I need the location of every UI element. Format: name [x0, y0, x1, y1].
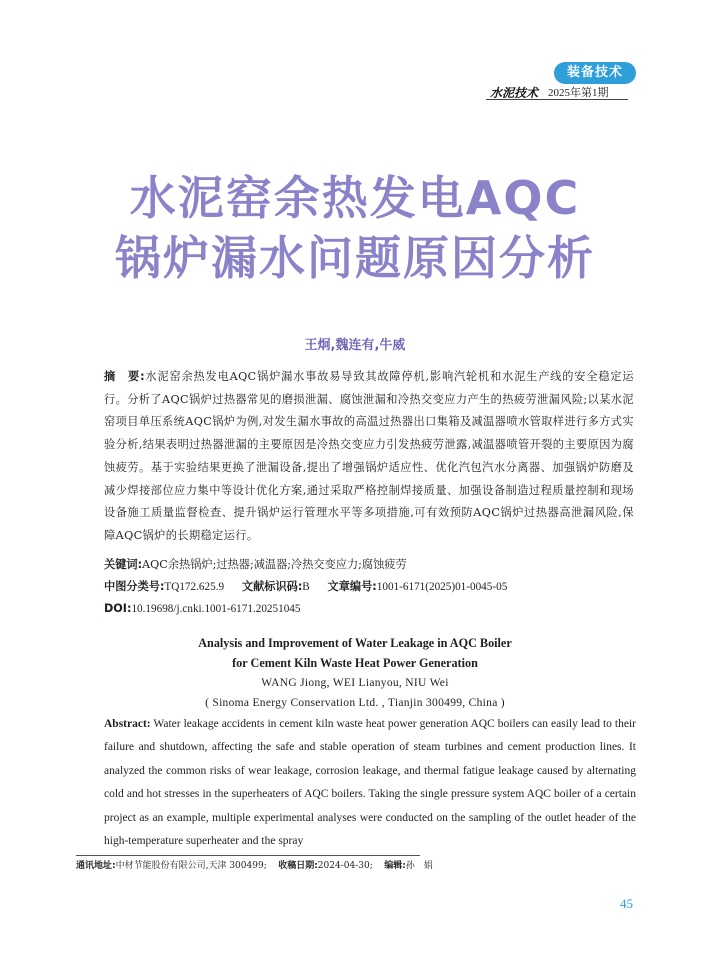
address-label: 通讯地址:: [76, 861, 116, 871]
doc-code-value: B: [302, 581, 310, 593]
title-zh-line2: 锅炉漏水问题原因分析: [115, 231, 595, 285]
article-number-value: 1001-6171(2025)01-0045-05: [376, 581, 508, 593]
title-zh-line1: 水泥窑余热发电AQC: [129, 171, 581, 225]
footnote-rule: [76, 855, 420, 856]
keywords: [104, 555, 644, 575]
footnote: [76, 859, 636, 873]
address-value: 中材节能股份有限公司,天津 300499;: [115, 861, 267, 871]
clc-label: 中图分类号:: [104, 580, 165, 593]
received-label: 收稿日期:: [278, 861, 318, 871]
en-title-line2: for Cement Kiln Waste Heat Power Generation: [232, 656, 478, 670]
abstract-zh: [104, 366, 634, 548]
received-value: 2024-04-30;: [317, 861, 373, 871]
editor-label: 编辑:: [384, 861, 406, 871]
article-number-label: 文章编号:: [327, 580, 377, 593]
page-number: 45: [620, 896, 633, 911]
authors-zh: 王炯,魏连有,牛威: [304, 338, 406, 353]
doi-line: [104, 599, 644, 619]
abstract-zh-label: 摘 要:: [104, 370, 145, 383]
abstract-zh-text: 水泥窑余热发电AQC锅炉漏水事故易导致其故障停机,影响汽轮机和水泥生产线的安全稳定运行。分析了AQC锅炉过热器常见的磨损泄漏、腐蚀泄漏和冷热交变应力产生的热疲劳泄漏风险;以某水泥窑项目单压系统AQC锅炉为例,对发生漏水事故的高温过热器出口集箱及减温器喷水管取样进行多方式实验分析,结果表明过热器泄漏的主要原因是冷热交变应力引发热疲劳泄露,减温器喷管开裂的主要原因为腐蚀疲劳。基于实验结果更换了泄漏设备,提出了增强锅炉适应性、优化汽包汽水分离器、加强锅炉防磨及减少焊接部位应力集中等设计优化方案,通过采取严格控制焊接质量、加强设备制造过程质量控制和现场设备施工质量监督检查、提升锅炉运行管理水平等多项措施,可有效预防AQC锅炉过热器高泄漏风险,保障AQC锅炉的长期稳定运行。: [104, 370, 634, 542]
keywords-text: AQC余热锅炉;过热器;减温器;冷热交变应力;腐蚀疲劳: [142, 558, 407, 571]
editor-value: 孙 娟: [405, 861, 433, 871]
title-zh: [95, 168, 615, 288]
abstract-en-text: Water leakage accidents in cement kiln waste heat power generation AQC boilers can easily lead to their failure and shutdown, affecting the safe and stable operation of steam turbines and cement production lines. It analyzed the common risks of wear leakage, corrosion leakage, and thermal fatigue leakage caused by alternating cold and hot stresses in the superheaters of AQC boilers. Taking the single pressure system AQC boiler of a certain project as an example, multiple experimental analyses were conducted on the sampling of the outlet header of the high-temperature superheater and the spray: [104, 718, 637, 848]
en-authors: WANG Jiong, WEI Lianyou, NIU Wei: [261, 677, 449, 689]
doc-code-label: 文献标识码:: [241, 580, 303, 593]
clc-value: TQ172.625.9: [164, 581, 225, 593]
header-rule: [486, 99, 628, 100]
doi-value: 10.19698/j.cnki.1001-6171.20251045: [131, 603, 301, 615]
keywords-label: 关键词:: [104, 558, 143, 571]
abstract-en: [104, 713, 636, 853]
section-badge: 装备技术: [554, 62, 636, 84]
journal-name: 水泥技术: [490, 85, 539, 100]
classification-line: [104, 577, 644, 597]
abstract-en-label: Abstract:: [104, 718, 151, 730]
issue-number: 2025年第1期: [548, 87, 609, 99]
en-title-line1: Analysis and Improvement of Water Leakage in AQC Boiler: [198, 636, 512, 650]
doi-label: DOI:: [104, 602, 132, 615]
en-affiliation: ( Sinoma Energy Conservation Ltd. , Tianjin 300499, China ): [205, 697, 505, 709]
